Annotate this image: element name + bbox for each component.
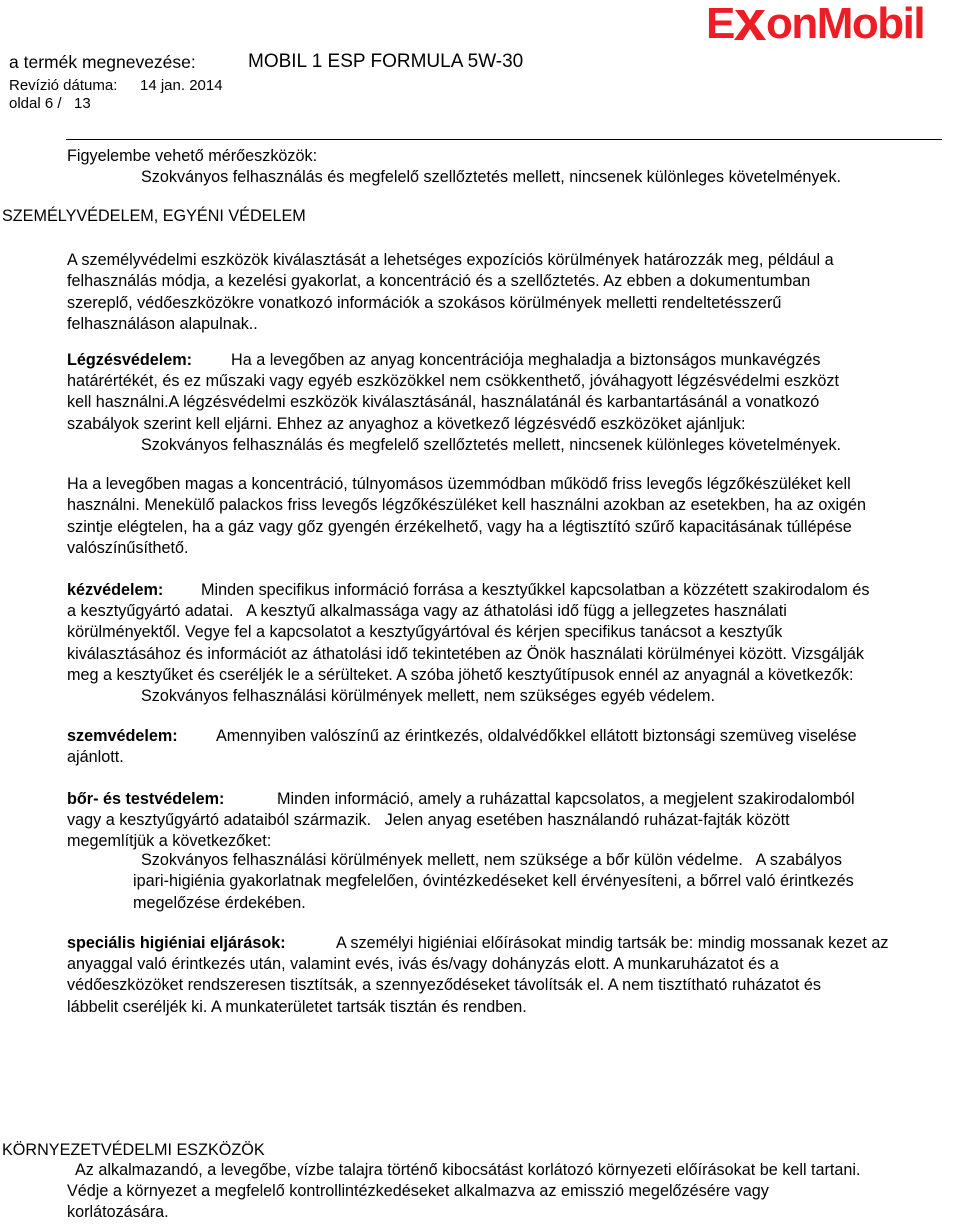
respiratory-para2-line: szintje elégtelen, ha a gáz vagy gőz gyengén érzékelhető, vagy ha a légtisztító szűrő kapacitásának túllépése [67, 517, 852, 536]
logo-graphic [706, 0, 958, 50]
measuring-text: Szokványos felhasználás és megfelelő szellőztetés mellett, nincsenek különleges követelmények. [141, 168, 842, 186]
ppe-heading: SZEMÉLYVÉDELEM, EGYÉNI VÉDELEM [2, 207, 306, 225]
product-name: MOBIL 1 ESP FORMULA 5W-30 [248, 51, 524, 72]
ppe-intro-line: felhasználás módja, a kezelési gyakorlat, a koncentráció és a szellőztetés. Az ebben a dokumentumban [67, 272, 811, 291]
ppe-intro-line: A személyvédelmi eszközök kiválasztását a lehetséges expozíciós körülmények határozzák meg, például a [67, 251, 834, 269]
skin-label: bőr- és testvédelem: [67, 790, 225, 808]
respiratory-line: határértékét, és ez műszaki vagy egyéb eszközökkel nem csökkenthető, jóváhagyott légzésvédelmi eszközt [67, 372, 839, 390]
header-divider [66, 139, 942, 140]
ppe-intro-line: szereplő, védőeszközökre vonatkozó információk a szokásos körülmények melletti rendeltetésszerű [67, 293, 782, 312]
environment-line: Védje a környezet a megfelelő kontrollintézkedéseket alkalmazva az emisszió megelőzésére vagy [67, 1182, 769, 1200]
hand-indented: Szokványos felhasználási körülmények mellett, nem szükséges egyéb védelem. [141, 687, 716, 705]
hygiene-first-line: A személyi higiéniai előírásokat mindig tartsák be: mindig mossanak kezet az [336, 934, 889, 952]
respiratory-first-line: Ha a levegőben az anyag koncentrációja meghaladja a biztonságos munkavégzés [231, 351, 821, 369]
product-name-label: a termék megnevezése: [9, 52, 196, 72]
skin-line: vagy a kesztyűgyártó adataiból származik. Jelen anyag esetében használandó ruházat-fajták között [67, 811, 790, 829]
skin-first-line: Minden információ, amely a ruházattal kapcsolatos, a megjelent szakirodalomból [277, 790, 855, 808]
eye-line: ajánlott. [67, 748, 124, 766]
environment-body [67, 1181, 769, 1224]
exxonmobil-logo [706, 0, 958, 58]
svg-text:E: E [706, 0, 734, 48]
skin-indented-line: Szokványos felhasználási körülmények mellett, nem szüksége a bőr külön védelme. A szabályos [141, 851, 842, 869]
eye-first-line: Amennyiben valószínű az érintkezés, oldalvédőkkel ellátott biztonsági szemüveg viselése [216, 727, 857, 745]
environment-line: Az alkalmazandó, a levegőbe, vízbe talajra történő kibocsátást korlátozó környezeti előírásokat be kell tartani. [75, 1161, 861, 1179]
respiratory-para2-line: használni. Menekülő palackos friss levegős légzőkészüléket kell használni azokban az esetekben, ha az oxigén [67, 496, 867, 515]
measuring-title: Figyelembe vehető mérőeszközök: [67, 147, 318, 165]
skin-line: megemlítjük a következőket: [67, 832, 272, 851]
svg-text:onMobil: onMobil [766, 0, 925, 48]
hygiene-line: védőeszközöket rendszeresen tisztítsák, a szennyeződéseket távolítsák el. A nem tisztítható ruházatot és [67, 976, 822, 995]
hand-first-line: Minden specifikus információ forrása a kesztyűkkel kapcsolatban a közzétett szakirodalom és [201, 581, 870, 599]
respiratory-para2-line: Ha a levegőben magas a koncentráció, túlnyomásos üzemmódban működő friss levegős légzőkészüléket kell [67, 475, 851, 493]
skin-indented-line: megelőzése érdekében. [133, 893, 306, 912]
ppe-intro-line: felhasználáson alapulnak.. [67, 315, 258, 334]
skin-body [67, 810, 790, 853]
environment-line: korlátozására. [67, 1203, 169, 1222]
respiratory-indented: Szokványos felhasználás és megfelelő szellőztetés mellett, nincsenek különleges követelmények. [141, 436, 842, 454]
revision-date: 14 jan. 2014 [140, 77, 223, 94]
ppe-intro [67, 250, 834, 336]
skin-indented-line: ipari-higiénia gyakorlatnak megfelelően, óvintézkedéseket kell érvényesíteni, a bőrrel való érintkezés [133, 872, 854, 891]
respiratory-para2-line: valószínűsíthető. [67, 539, 189, 558]
hygiene-line: anyaggal való érintkezés után, valamint evés, ivás és/vagy dohányzás elott. A munkaruházatot és a [67, 955, 779, 973]
hygiene-line: lábbelit cseréljék ki. A munkaterületet tartsák tisztán és rendben. [67, 997, 527, 1016]
hand-line: kiválasztásához és információt az áthatolási idő tekintetében az Önök használati körülményei között. Vizsgálják [67, 644, 864, 663]
page-info: oldal 6 / 13 [9, 95, 91, 112]
hygiene-label: speciális higiéniai eljárások: [67, 934, 286, 952]
hand-line: meg a kesztyűket és cseréljék le a sérülteket. A szóba jöhető kesztyűtípusok ennél az anyagnál a következők: [67, 666, 854, 685]
environment-heading: KÖRNYEZETVÉDELMI ESZKÖZÖK [2, 1141, 265, 1159]
skin-indented [133, 850, 854, 914]
eye-label: szemvédelem: [67, 727, 178, 745]
respiratory-line: kell használni.A légzésvédelmi eszközök kiválasztásánál, használatánál és karbantartásánál a vonatkozó [67, 393, 820, 412]
revision-date-label: Revízió dátuma: [9, 77, 118, 94]
hand-line: körülményektől. Vegye fel a kapcsolatot a kesztyűgyártóval és kérjen specifikus tanácsot a kesztyűk [67, 623, 783, 642]
respiratory-para2 [67, 474, 866, 560]
hygiene-body [67, 954, 821, 1018]
hand-label: kézvédelem: [67, 581, 164, 599]
respiratory-label: Légzésvédelem: [67, 351, 193, 369]
respiratory-body [67, 371, 839, 435]
hand-body [67, 601, 864, 687]
hand-line: a kesztyűgyártó adatai. A kesztyű alkalmassága vagy az áthatolási idő függ a jellegzetes használati [67, 602, 787, 620]
respiratory-line: szabályok szerint kell eljárni. Ehhez az anyaghoz a következő légzésvédő eszközöket ajánljuk: [67, 414, 746, 433]
